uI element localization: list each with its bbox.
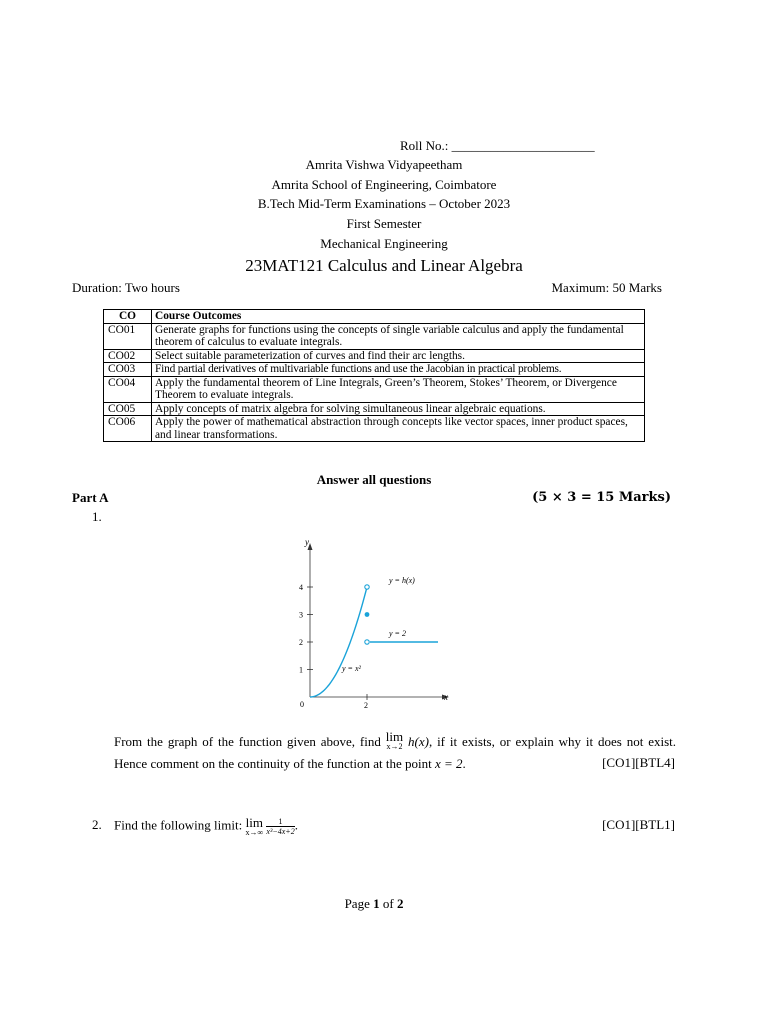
course-outcomes-table: [103, 309, 645, 442]
semester: First Semester: [346, 216, 422, 231]
co-code: CO04: [104, 376, 152, 402]
question-2-number: 2.: [92, 817, 102, 832]
label-y2: y = 2: [389, 629, 406, 638]
table-row: [104, 416, 645, 442]
co-text: Select suitable parameterization of curves and find their arc lengths.: [152, 349, 645, 363]
page-of: of: [379, 896, 397, 911]
y-tick-label: 2: [299, 638, 303, 647]
y-tick-label: 1: [299, 665, 303, 675]
label-h: y = h(x): [389, 576, 415, 585]
school-name: Amrita School of Engineering, Coimbatore: [271, 177, 497, 192]
maximum-marks: Maximum: 50 Marks: [551, 280, 662, 295]
table-row: [104, 402, 645, 416]
x-axis-label: x: [444, 692, 448, 702]
q1-text-after: , if it exists, or explain why it does not exist. Hence comment on the continuity of the function at the point: [114, 734, 676, 771]
y-tick-label: 4: [299, 583, 303, 592]
table-header-row: [104, 310, 645, 324]
x-tick-label: 2: [364, 701, 368, 710]
co-text: Apply the power of mathematical abstraction through concepts like vector spaces, inner product spaces, and linear transformations.: [152, 416, 645, 442]
co-code: CO02: [104, 349, 152, 363]
instructions: Answer all questions: [316, 472, 432, 487]
denominator: x³−4x+2: [266, 827, 295, 836]
question-1-number: 1.: [92, 509, 102, 524]
q2-limit: [245, 817, 263, 837]
origin-label: 0: [300, 700, 304, 709]
open-point-bottom: [365, 640, 369, 644]
department: Mechanical Engineering: [320, 236, 448, 251]
part-a-label: Part A: [72, 490, 109, 505]
lim-subscript: x→2: [386, 742, 403, 751]
q1-function: h(x): [408, 734, 429, 749]
lim-word: lim: [385, 729, 404, 744]
part-a-marks: (5 × 3 = 15 Marks): [532, 490, 671, 505]
parabola-curve: [310, 587, 367, 697]
lim-word: lim: [245, 815, 263, 830]
q1-text-before: From the graph of the function given above, find: [114, 734, 381, 749]
y-axis-label: y: [305, 537, 309, 547]
co-text: Apply the fundamental theorem of Line Integrals, Green’s Theorem, Stokes’ Theorem, or Divergence Theorem to evaluate integrals.: [152, 376, 645, 402]
page-total: 2: [396, 896, 404, 911]
open-point-top: [365, 585, 369, 589]
q1-point: x = 2: [434, 756, 463, 771]
question-1-text: [114, 731, 676, 775]
question-2-tag: [CO1][BTL1]: [602, 817, 675, 832]
question-1-tag: [CO1][BTL4]: [602, 755, 675, 770]
table-row: [104, 323, 645, 349]
page-number: 1: [373, 896, 380, 911]
q1-period: .: [462, 756, 466, 771]
column-header-outcomes: Course Outcomes: [152, 310, 645, 324]
exam-name: B.Tech Mid-Term Examinations – October 2023: [257, 196, 511, 211]
co-code: CO01: [104, 323, 152, 349]
filled-point: [365, 612, 370, 617]
university-name: Amrita Vishwa Vidyapeetham: [305, 157, 463, 172]
roll-number: Roll No.: ______________________: [400, 138, 595, 153]
page-footer: [0, 896, 748, 912]
numerator: 1: [278, 817, 283, 826]
co-text: Apply concepts of matrix algebra for solving simultaneous linear algebraic equations.: [152, 402, 645, 416]
q2-fraction: [266, 817, 294, 836]
q2-text: Find the following limit:: [114, 817, 243, 833]
q2-period: .: [294, 817, 298, 833]
course-title: 23MAT121 Calculus and Linear Algebra: [245, 256, 523, 275]
y-tick-label: 3: [299, 610, 303, 620]
question-2-text: [114, 817, 298, 837]
lim-subscript: x→∞: [245, 828, 264, 837]
table-row: [104, 376, 645, 402]
column-header-co: CO: [104, 310, 152, 324]
co-code: CO03: [104, 363, 152, 377]
table-row: [104, 363, 645, 377]
table-row: [104, 349, 645, 363]
page-prefix: Page: [344, 896, 374, 911]
co-text: Find partial derivatives of multivariable functions and use the Jacobian in practical problems.: [152, 363, 645, 377]
co-code: CO06: [104, 416, 152, 442]
co-text: Generate graphs for functions using the concepts of single variable calculus and apply the fundamental theorem of calculus to evaluate integrals.: [152, 323, 645, 349]
co-code: CO05: [104, 402, 152, 416]
label-x-squared: y = x²: [342, 664, 361, 673]
function-graph: [290, 535, 460, 715]
duration: Duration: Two hours: [72, 280, 180, 295]
q1-limit: [386, 731, 403, 751]
